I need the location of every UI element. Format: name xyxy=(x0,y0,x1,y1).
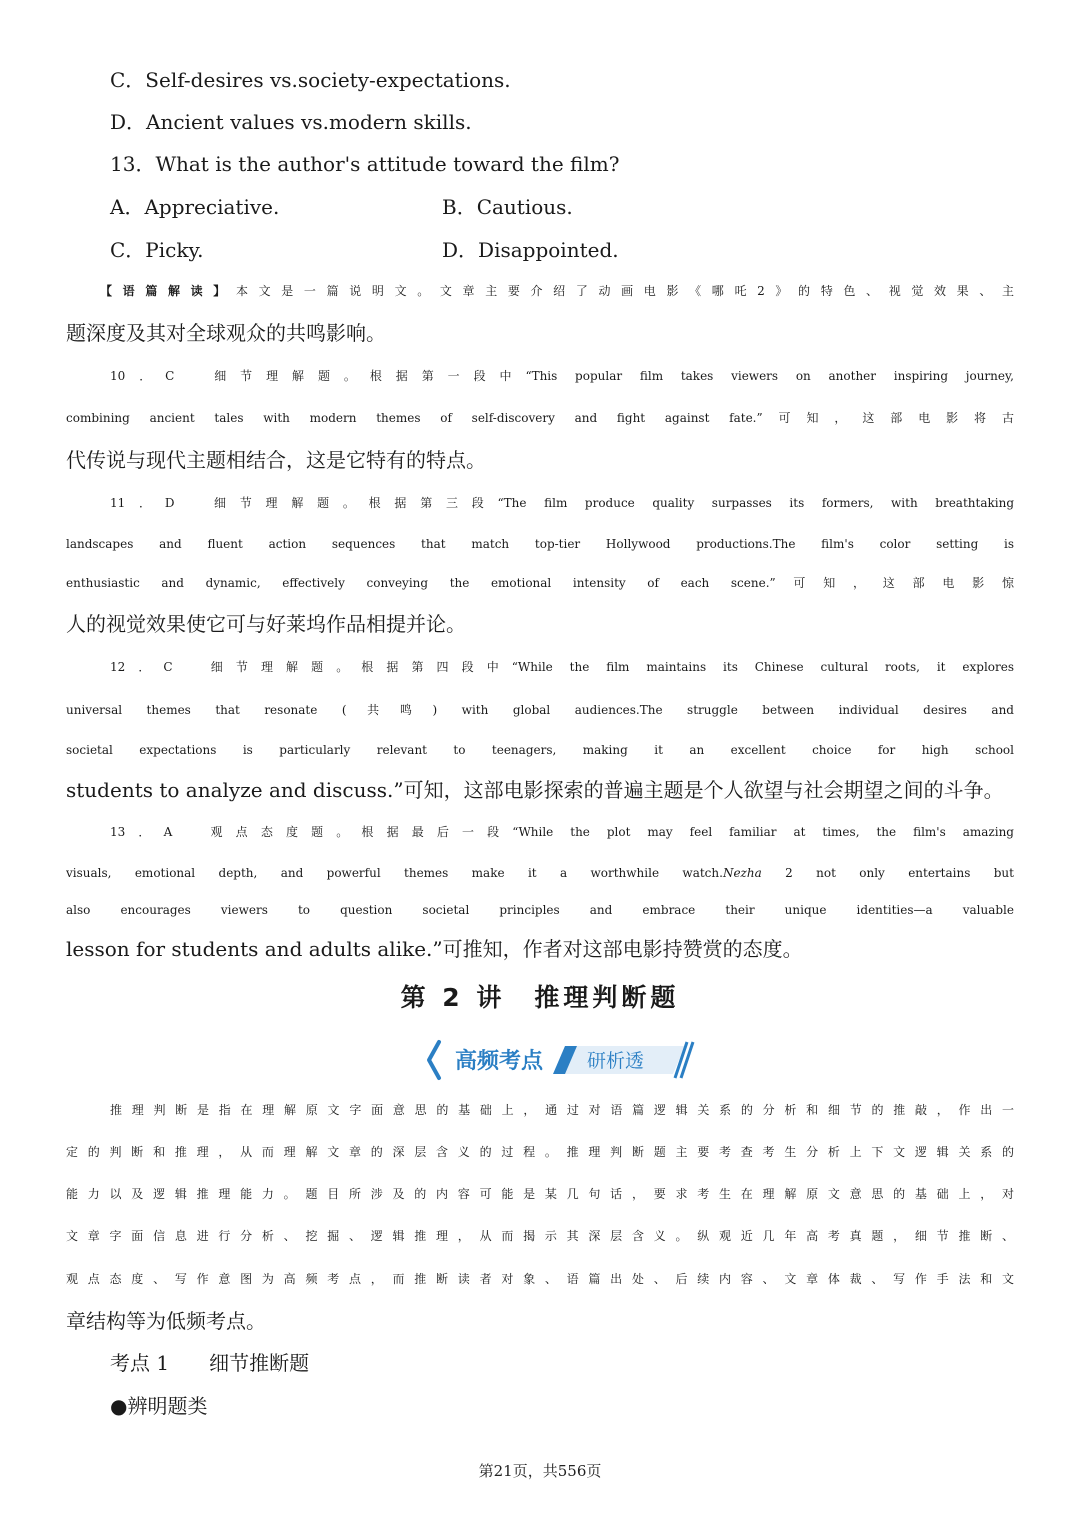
answer-11-line-1: 11．D 细节理解题。根据第三段“The film produce quality surpasses its formers, with breathtaking xyxy=(110,496,1014,510)
topic-banner xyxy=(425,1038,695,1082)
answer-12-line-2: universal themes that resonate (共鸣) with global audiences.The struggle between individual desires and xyxy=(66,703,1014,717)
intro-line-2: 定的判断和推理，从而理解文章的深层含义的过程。推理判断题主要考查考生分析上下文逻辑关系的 xyxy=(66,1145,1014,1159)
q13-option-c: C．Picky. xyxy=(110,238,204,262)
page-footer: 第21页，共556页 xyxy=(478,1462,602,1480)
answer-11-line-2: landscapes and fluent action sequences that match top-tier Hollywood productions.The film's color setting is xyxy=(66,537,1014,551)
q13-option-b: B．Cautious. xyxy=(442,195,573,219)
answer-13-line-1: 13．A 观点态度题。根据最后一段“While the plot may feel familiar at times, the film's amazing xyxy=(110,825,1014,839)
answer-12-line-4: students to analyze and discuss.”可知，这部电影探索的普遍主题是个人欲望与社会期望之间的斗争。 xyxy=(66,778,1004,802)
analysis-line-1 xyxy=(100,277,1014,305)
q12-option-d: D．Ancient values vs.modern skills. xyxy=(110,110,472,134)
q13-option-a: A．Appreciative. xyxy=(110,195,280,219)
q13-options-row-2 xyxy=(110,236,1010,264)
q13-question: 13．What is the author's attitude toward the film? xyxy=(110,152,620,176)
banner-left-chevron-icon xyxy=(429,1042,439,1078)
intro-line-4: 文章字面信息进行分析、挖掘、逻辑推理，从而揭示其深层含义。纵观近几年高考真题，细节推断、 xyxy=(66,1229,1014,1243)
q13-options-row-1 xyxy=(110,193,1010,221)
analysis-text-1: 本文是一篇说明文。文章主要介绍了动画电影《哪吒2》的特色、视觉效果、主 xyxy=(235,284,1014,298)
answer-13-line-3: also encourages viewers to question societal principles and embrace their unique identities—a valuable xyxy=(66,903,1014,917)
bullet-identify-type: ●辨明题类 xyxy=(110,1394,208,1418)
banner-right-text: 研析透 xyxy=(587,1050,645,1072)
answer-12-line-1: 12．C 细节理解题。根据第四段中“While the film maintains its Chinese cultural roots, it explores xyxy=(110,660,1014,674)
answer-10-line-2: combining ancient tales with modern themes of self-discovery and fight against fate.”可知，这部电影将古 xyxy=(66,411,1014,425)
analysis-title: 【语篇解读】 xyxy=(100,284,236,298)
banner-left-text: 高频考点 xyxy=(455,1049,544,1074)
intro-line-3: 能力以及逻辑推理能力。题目所涉及的内容可能是某几句话，要求考生在理解原文意思的基础上，对 xyxy=(66,1187,1014,1201)
answer-13-line-2-pre: visuals, emotional depth, and powerful themes make it a worthwhile watch. xyxy=(66,866,723,880)
q13-option-d: D．Disappointed. xyxy=(442,238,619,262)
answer-10-line-3: 代传说与现代主题相结合，这是它特有的特点。 xyxy=(66,448,486,472)
answer-13-line-2-post: 2 not only entertains but xyxy=(761,866,1014,880)
answer-11-line-4: 人的视觉效果使它可与好莱坞作品相提并论。 xyxy=(66,612,466,636)
answer-10-line-1: 10．C 细节理解题。根据第一段中“This popular film takes viewers on another inspiring journey, xyxy=(110,369,1014,383)
answer-13-line-4: lesson for students and adults alike.”可推知，作者对这部电影持赞赏的态度。 xyxy=(66,937,803,961)
answer-13-line-2 xyxy=(66,859,1014,887)
answer-11-line-3: enthusiastic and dynamic, effectively conveying the emotional intensity of each scene.”可知，这部电影惊 xyxy=(66,576,1014,590)
q12-option-c: C．Self-desires vs.society-expectations. xyxy=(110,68,511,92)
analysis-line-2: 题深度及其对全球观众的共鸣影响。 xyxy=(66,321,386,345)
intro-line-6: 章结构等为低频考点。 xyxy=(66,1309,266,1333)
section-heading: 第 2 讲 推理判断题 xyxy=(400,983,680,1012)
answer-12-line-3: societal expectations is particularly relevant to teenagers, making it an excellent choice for high school xyxy=(66,743,1014,757)
intro-line-1: 推理判断是指在理解原文字面意思的基础上，通过对语篇逻辑关系的分析和细节的推敲，作出一 xyxy=(110,1103,1014,1117)
intro-line-5: 观点态度、写作意图为高频考点，而推断读者对象、语篇出处、后续内容、文章体裁、写作手法和文 xyxy=(66,1272,1014,1286)
point-1-title: 考点 1 细节推断题 xyxy=(110,1351,310,1375)
film-title-italic: Nezha xyxy=(722,866,762,880)
